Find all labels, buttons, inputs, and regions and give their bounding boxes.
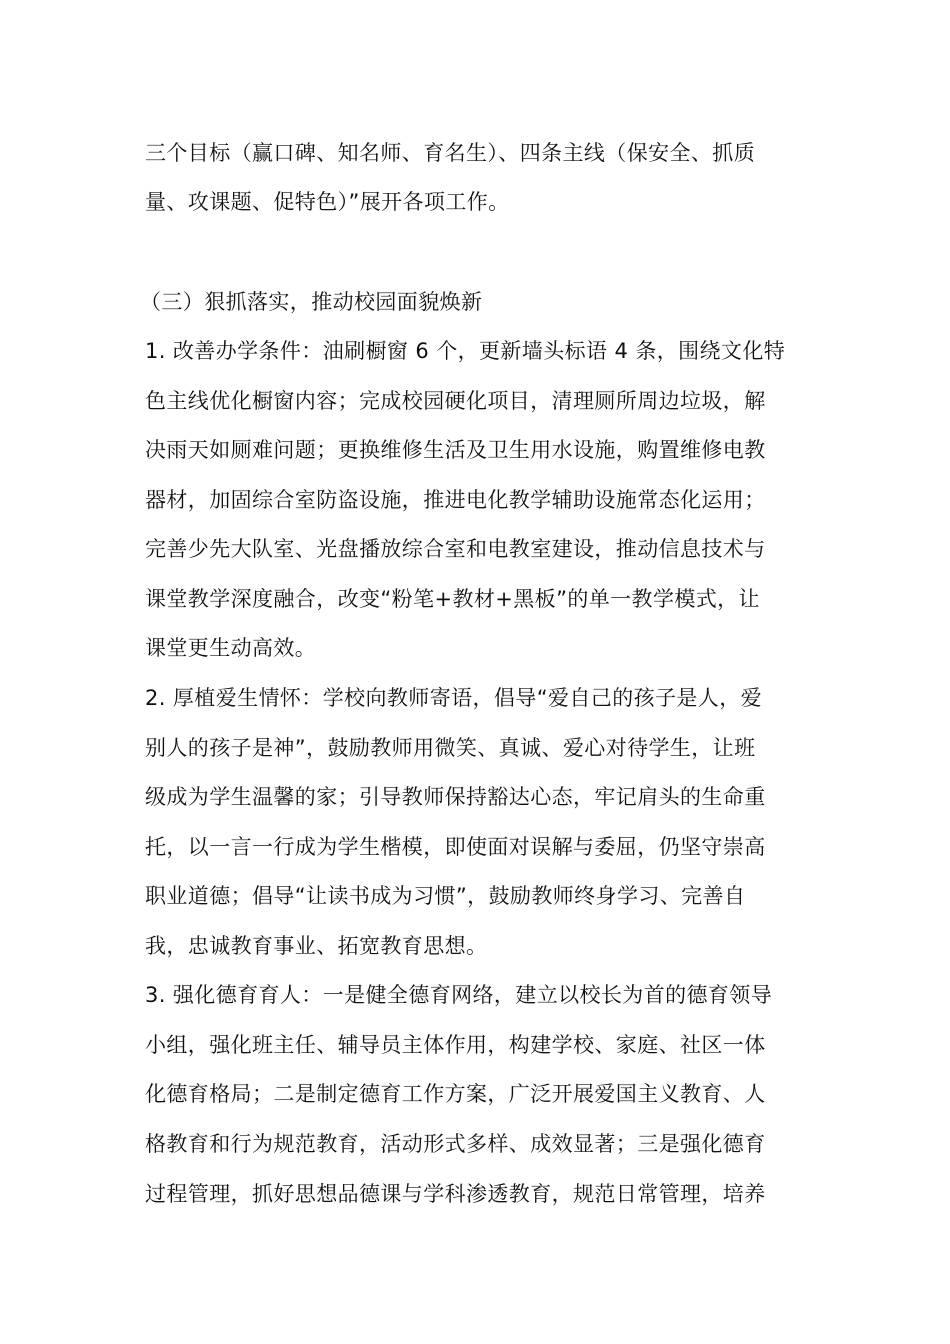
paragraph-line: 完善少先大队室、光盘播放综合室和电教室建设，推动信息技术与 — [145, 537, 766, 561]
paragraph-line: 化德育格局；二是制定德育工作方案，广泛开展爱国主义教育、人 — [145, 1082, 766, 1106]
paragraph-line: 器材，加固综合室防盗设施，推进电化教学辅助设施常态化运用； — [145, 488, 766, 512]
paragraph-line: 级成为学生温馨的家；引导教师保持豁达心态，牢记肩头的生命重 — [145, 785, 766, 809]
intro-line: 三个目标（赢口碑、知名师、育名生）、四条主线（保安全、抓质 — [145, 141, 756, 165]
paragraph-line: 课堂教学深度融合，改变“粉笔+教材+黑板”的单一教学模式，让 — [145, 587, 760, 611]
paragraph-line: 课堂更生动高效。 — [145, 636, 317, 660]
paragraph-line: 3. 强化德育育人：一是健全德育网络，建立以校长为首的德育领导 — [145, 983, 773, 1007]
intro-line: 量、攻课题、促特色）”展开各项工作。 — [145, 190, 510, 214]
paragraph-line: 别人的孩子是神”，鼓励教师用微笑、真诚、爱心对待学生，让班 — [145, 736, 756, 760]
paragraph-line: 我，忠诚教育事业、拓宽教育思想。 — [145, 934, 488, 958]
paragraph-line: 色主线优化橱窗内容；完成校园硬化项目，清理厕所周边垃圾，解 — [145, 389, 766, 413]
paragraph-line: 2. 厚植爱生情怀：学校向教师寄语，倡导“爱自己的孩子是人，爱 — [145, 686, 762, 710]
paragraph-line: 小组，强化班主任、辅导员主体作用，构建学校、家庭、社区一体 — [145, 1033, 766, 1057]
paragraph-line: 1. 改善办学条件：油刷橱窗 6 个，更新墙头标语 4 条，围绕文化特 — [145, 339, 786, 363]
paragraph-line: 格教育和行为规范教育，活动形式多样、成效显著；三是强化德育 — [145, 1132, 766, 1156]
section-heading: （三）狠抓落实，推动校园面貌焕新 — [140, 290, 483, 314]
paragraph-line: 职业道德；倡导“让读书成为习惯”，鼓励教师终身学习、完善自 — [145, 884, 746, 908]
paragraph-line: 决雨天如厕难问题；更换维修生活及卫生用水设施，购置维修电教 — [145, 438, 766, 462]
paragraph-line: 过程管理，抓好思想品德课与学科渗透教育，规范日常管理，培养 — [145, 1182, 766, 1206]
paragraph-line: 托，以一言一行成为学生楷模，即使面对误解与委屈，仍坚守崇高 — [145, 835, 766, 859]
